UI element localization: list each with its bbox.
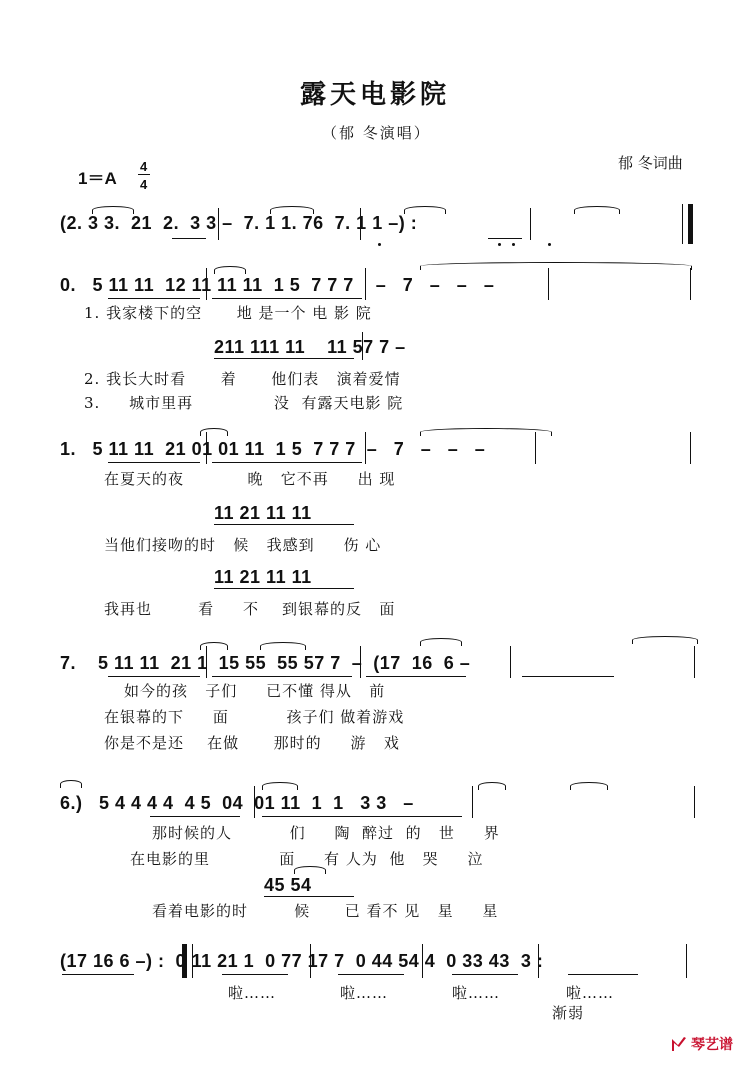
system-3-notes: 1. 5 11 11 21 01 01 11 1 5 7 7 7 – 7 – – – [60, 439, 486, 459]
lyric-verse-1: 那时候的人 们 陶 醉过 的 世 界 [152, 824, 500, 842]
system-1-notes: (2. 3 3. 21 2. 3 3 – 7. 1 1. 76 7. 1 1 –) : [60, 213, 418, 233]
barline [686, 944, 687, 978]
time-signature-divider [138, 174, 150, 175]
system-4-notes: 7. 5 11 11 21 1 15 55 55 57 7 – (17 16 6 – [60, 653, 471, 673]
beam [262, 816, 462, 817]
system-2-notes: 0. 5 11 11 12 11 11 11 1 5 7 7 7 – 7 – – – [60, 275, 495, 295]
barline [690, 432, 691, 464]
lyric-verse-1: 1. 我家楼下的空 地 是一个 电 影 院 [84, 304, 372, 322]
beam [452, 974, 518, 975]
beam [62, 974, 134, 975]
barline [218, 208, 219, 240]
time-signature-bottom: 4 [140, 177, 148, 192]
barline [365, 432, 366, 464]
beam [212, 298, 362, 299]
system-5-notes: 6.) 5 4 4 4 4 4 5 04 01 11 1 1 3 3 – [60, 793, 414, 813]
tie [420, 428, 552, 436]
tie [632, 636, 698, 644]
beam [214, 524, 354, 525]
lyric-verse-3: 你是不是还 在做 那时的 游 戏 [104, 734, 400, 752]
barline [362, 332, 363, 360]
beam [172, 238, 206, 239]
barline [694, 646, 695, 678]
system-6-notes: (17 16 6 –) : 0 11 21 1 0 77 17 7 0 44 54 4 0 33 43 3 : [60, 951, 544, 971]
tie [200, 428, 228, 436]
system-3-alt-notes-1: 11 21 11 11 [214, 503, 312, 523]
key-signature: 1＝A [78, 169, 117, 188]
tie [478, 782, 506, 790]
barline [192, 944, 193, 978]
barline [510, 646, 511, 678]
beam [108, 462, 200, 463]
beam [366, 676, 466, 677]
barline [206, 432, 207, 464]
barline [206, 646, 207, 678]
tie [214, 266, 246, 274]
barline [254, 786, 255, 818]
low-octave-dot [378, 243, 381, 246]
barline [538, 944, 539, 978]
barline [548, 268, 549, 300]
lyric-verse-2: 当他们接吻的时 候 我感到 伤 心 [104, 536, 382, 554]
lyric-verse-1: 在夏天的夜 晚 它不再 出 现 [104, 470, 396, 488]
time-signature-top: 4 [140, 159, 148, 174]
brand-watermark [670, 1034, 733, 1054]
barline [310, 944, 311, 978]
lyric-la-4: 啦…… [566, 984, 615, 1002]
beam [522, 676, 614, 677]
barline [365, 268, 366, 300]
beam [222, 974, 288, 975]
beam [264, 896, 354, 897]
repeat-barline [182, 944, 187, 978]
tie [260, 642, 306, 650]
low-octave-dot [548, 243, 551, 246]
low-octave-dot [512, 243, 515, 246]
system-5-alt-notes: 45 54 [264, 875, 312, 895]
composer-credit: 郁 冬词曲 [618, 154, 683, 172]
lyric-verse-1: 如今的孩 子们 已不懂 得从 前 [124, 682, 386, 700]
lyric-la-2: 啦…… [340, 984, 389, 1002]
barline [530, 208, 531, 240]
beam [568, 974, 638, 975]
barline [472, 786, 473, 818]
system-2-alt-notes: 211 111 11 11 57 7 – [214, 337, 406, 357]
lyric-verse-2: 在银幕的下 面 孩子们 做着游戏 [104, 708, 405, 726]
brand-name: 琴艺谱 [691, 1037, 733, 1053]
beam [108, 676, 200, 677]
lyric-verse-2: 2. 我长大时看 着 他们表 演着爱情 [84, 370, 401, 388]
tie [294, 866, 326, 874]
beam [212, 676, 352, 677]
singer-credit: （郁 冬演唱） [322, 124, 431, 142]
tie [574, 206, 620, 214]
beam [212, 462, 362, 463]
lyric-verse-2: 在电影的里 面 有 人为 他 哭 泣 [130, 850, 484, 868]
tie [404, 206, 446, 214]
barline [422, 944, 423, 978]
beam [150, 816, 240, 817]
barline [360, 646, 361, 678]
lyric-verse-3: 我再也 看 不 到银幕的反 面 [104, 600, 396, 618]
lyric-verse-3: 看着电影的时 候 已 看不 见 星 星 [152, 902, 499, 920]
lyric-la-3: 啦…… [452, 984, 501, 1002]
tie [200, 642, 228, 650]
barline [360, 208, 361, 240]
lyric-la-1: 啦…… [228, 984, 277, 1002]
score-title: 露天电影院 [299, 80, 450, 110]
lyric-verse-3: 3. 城市里再 没 有露天电影 院 [84, 394, 404, 412]
repeat-barline [688, 204, 693, 244]
barline [682, 204, 683, 244]
tie [420, 638, 462, 646]
beam [338, 974, 404, 975]
tie [570, 782, 608, 790]
barline [694, 786, 695, 818]
beam [488, 238, 522, 239]
beam [108, 298, 200, 299]
tie [92, 206, 134, 214]
low-octave-dot [498, 243, 501, 246]
barline [535, 432, 536, 464]
tie [60, 780, 82, 788]
dynamic-marking: 渐弱 [552, 1004, 585, 1022]
tie [270, 206, 314, 214]
beam [214, 358, 354, 359]
piano-key-logo-icon [670, 1035, 688, 1053]
beam [214, 588, 354, 589]
tie [262, 782, 298, 790]
barline [206, 268, 207, 300]
tie [420, 262, 692, 270]
barline [690, 268, 691, 300]
system-3-alt-notes-2: 11 21 11 11 [214, 567, 312, 587]
